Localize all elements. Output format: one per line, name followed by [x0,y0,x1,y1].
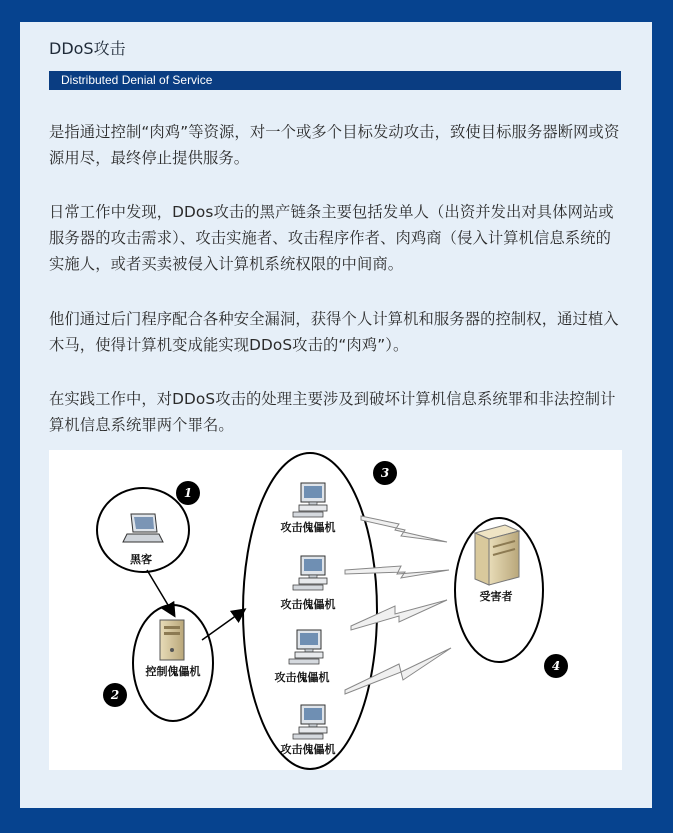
zombie-pc-icon [293,705,327,739]
victim-label: 受害者 [479,590,513,603]
subtitle-banner: Distributed Denial of Service [49,71,621,90]
server-icon [160,620,184,660]
step-4-number: 4 [551,659,561,673]
zombie-label-3: 攻击傀儡机 [274,671,330,684]
page-title: DDoS攻击 [49,39,126,58]
step-1-number: 1 [183,486,193,500]
ddos-diagram [49,450,622,770]
controller-label: 控制傀儡机 [145,665,201,678]
step-2-number: 2 [110,688,120,702]
article-card [20,22,652,808]
attack-bolt-icons [345,516,451,694]
paragraph-crimes: 在实践工作中，对DDoS攻击的处理主要涉及到破坏计算机信息系统罪和非法控制计算机信息系统罪两个罪名。 [49,390,616,434]
hacker-label: 黑客 [130,553,152,566]
laptop-icon [123,514,163,542]
step-3-number: 3 [380,466,390,480]
zombie-label-1: 攻击傀儡机 [280,521,336,534]
zombie-label-2: 攻击傀儡机 [280,598,336,611]
zombie-pc-icon [293,556,327,590]
zombie-pc-icon [293,483,327,517]
zombie-label-4: 攻击傀儡机 [280,743,336,756]
paragraph-definition: 是指通过控制“肉鸡”等资源，对一个或多个目标发动攻击，致使目标服务器断网或资源用尽，最终停止提供服务。 [49,123,620,167]
paragraph-method: 他们通过后门程序配合各种安全漏洞，获得个人计算机和服务器的控制权，通过植入木马，使得计算机变成能实现DDoS攻击的“肉鸡”）。 [49,310,619,354]
paragraph-chain: 日常工作中发现，DDos攻击的黑产链条主要包括发单人（出资并发出对具体网站或服务器的攻击需求）、攻击实施者、攻击程序作者、肉鸡商（侵入计算机信息系统的实施人，或者买卖被侵入计算机系统权限的中间商。 [49,203,614,273]
victim-server-icon [475,525,519,585]
zombie-pc-icon [289,630,323,664]
